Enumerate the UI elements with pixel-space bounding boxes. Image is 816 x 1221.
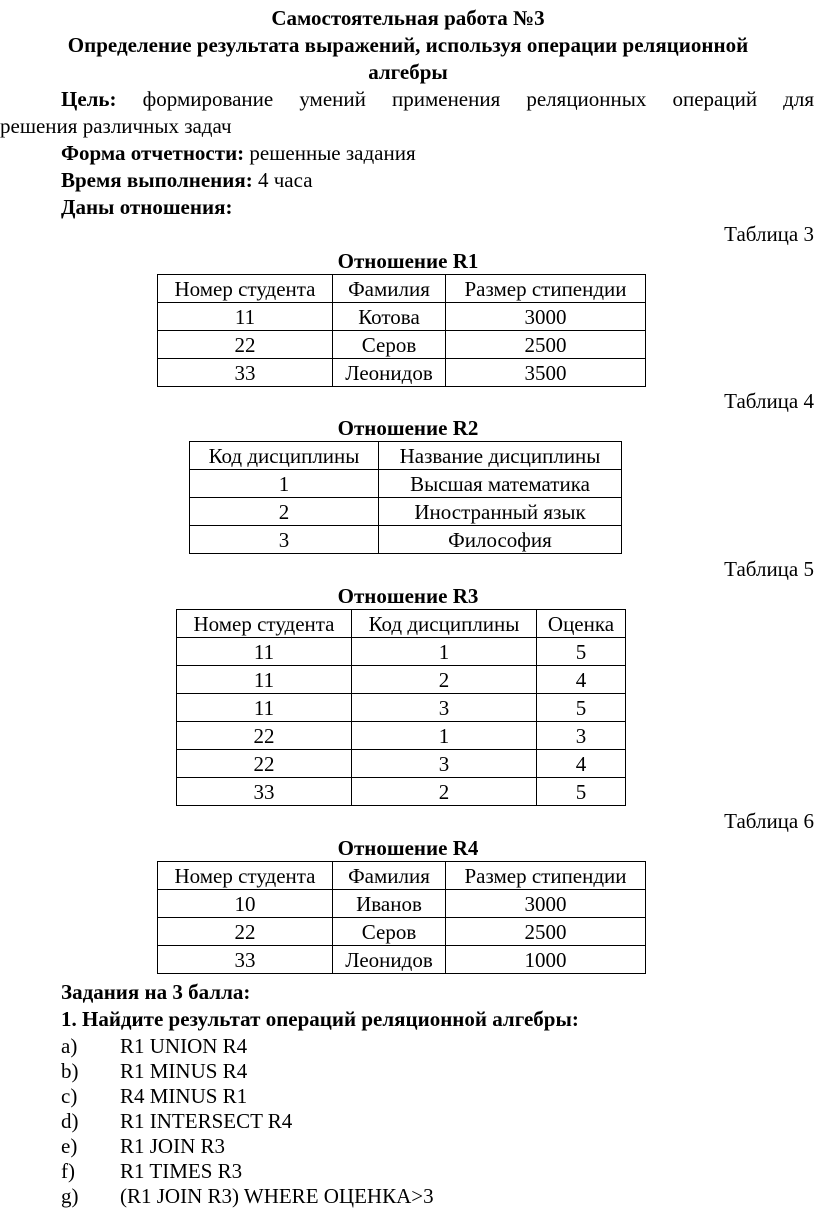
- table-cell: 33: [158, 359, 333, 387]
- list-item-text: R1 INTERSECT R4: [120, 1109, 293, 1133]
- table-cell: 2: [352, 666, 537, 694]
- table-cell: 33: [177, 778, 352, 806]
- table-cell: 1: [352, 722, 537, 750]
- page-subtitle-line1: Определение результата выражений, используя операции реляционной: [67, 33, 749, 57]
- list-item-text: R4 MINUS R1: [120, 1084, 248, 1108]
- table-cell: 22: [158, 918, 333, 946]
- table-cell: 22: [158, 331, 333, 359]
- list-item-letter: c): [61, 1084, 78, 1108]
- table-header-cell: Название дисциплины: [379, 442, 622, 470]
- relation-table-r1: [157, 274, 646, 387]
- table-row: [177, 694, 626, 722]
- table-cell: 11: [177, 694, 352, 722]
- table-cell: 11: [158, 303, 333, 331]
- table-header-cell: Фамилия: [333, 862, 446, 890]
- table-row: [177, 638, 626, 666]
- relation-table-r4: [157, 861, 646, 974]
- page-subtitle-line2: алгебры: [368, 60, 448, 84]
- table-row: [158, 303, 646, 331]
- given-heading: Даны отношения:: [61, 195, 233, 219]
- table-caption: Таблица 3: [724, 222, 814, 246]
- table-caption: Таблица 5: [724, 557, 814, 581]
- table-header-cell: Фамилия: [333, 275, 446, 303]
- table-cell: 2500: [446, 331, 646, 359]
- goal-line1: [61, 86, 814, 112]
- table-cell: 3500: [446, 359, 646, 387]
- time-label: Время выполнения:: [61, 168, 253, 192]
- table-cell: 5: [537, 694, 626, 722]
- table-cell: 4: [537, 666, 626, 694]
- table-header-row: [158, 862, 646, 890]
- table-cell: Серов: [333, 331, 446, 359]
- report-form: [61, 140, 416, 166]
- goal-label: Цель:: [61, 87, 117, 111]
- table-cell: Леонидов: [333, 359, 446, 387]
- table-cell: Котова: [333, 303, 446, 331]
- table-cell: 1000: [446, 946, 646, 974]
- list-item-text: R1 TIMES R3: [120, 1159, 243, 1183]
- table-cell: 22: [177, 750, 352, 778]
- table-header-cell: Размер стипендии: [446, 275, 646, 303]
- relation-table-r3: [176, 609, 626, 806]
- table-row: [177, 778, 626, 806]
- time-text: 4 часа: [258, 168, 313, 192]
- tasks-heading: Задания на 3 балла:: [61, 980, 251, 1004]
- table-title: Отношение R1: [337, 249, 479, 273]
- table-cell: Иностранный язык: [379, 498, 622, 526]
- table-title: Отношение R3: [337, 584, 479, 608]
- table-cell: 2: [190, 498, 379, 526]
- table-cell: 5: [537, 638, 626, 666]
- table-row: [190, 470, 622, 498]
- table-cell: Леонидов: [333, 946, 446, 974]
- list-item-letter: d): [61, 1109, 79, 1133]
- table-header-cell: Код дисциплины: [190, 442, 379, 470]
- table-header-row: [158, 275, 646, 303]
- table-header-row: [177, 610, 626, 638]
- goal-text-line1: формирование умений применения реляционных операций для: [142, 87, 815, 111]
- table-caption: Таблица 4: [724, 389, 814, 413]
- table-cell: 11: [177, 666, 352, 694]
- table-cell: 3000: [446, 303, 646, 331]
- table-cell: 3: [352, 750, 537, 778]
- table-cell: 22: [177, 722, 352, 750]
- table-cell: 33: [158, 946, 333, 974]
- table-cell: 3: [190, 526, 379, 554]
- list-item-letter: e): [61, 1134, 78, 1158]
- table-header-cell: Код дисциплины: [352, 610, 537, 638]
- table-caption: Таблица 6: [724, 809, 814, 833]
- table-title: Отношение R2: [337, 416, 479, 440]
- table-header-row: [190, 442, 622, 470]
- table-cell: 2: [352, 778, 537, 806]
- list-item-letter: a): [61, 1034, 78, 1058]
- report-label: Форма отчетности:: [61, 141, 245, 165]
- table-cell: 5: [537, 778, 626, 806]
- table-row: [190, 498, 622, 526]
- table-row: [177, 666, 626, 694]
- table-row: [190, 526, 622, 554]
- tasks-subheading: 1. Найдите результат операций реляционной алгебры:: [61, 1007, 579, 1031]
- table-header-cell: Номер студента: [177, 610, 352, 638]
- table-cell: Иванов: [333, 890, 446, 918]
- table-cell: Философия: [379, 526, 622, 554]
- table-row: [158, 918, 646, 946]
- table-cell: 3000: [446, 890, 646, 918]
- time-limit: [61, 167, 313, 193]
- table-cell: 1: [352, 638, 537, 666]
- page-title: Самостоятельная работа №3: [271, 6, 545, 30]
- table-cell: Серов: [333, 918, 446, 946]
- table-header-cell: Номер студента: [158, 275, 333, 303]
- table-cell: 3: [352, 694, 537, 722]
- table-row: [177, 722, 626, 750]
- table-row: [158, 359, 646, 387]
- table-row: [158, 946, 646, 974]
- list-item-text: R1 JOIN R3: [120, 1134, 226, 1158]
- list-item-letter: g): [61, 1184, 79, 1208]
- list-item-text: R1 MINUS R4: [120, 1059, 248, 1083]
- table-header-cell: Оценка: [537, 610, 626, 638]
- table-cell: 10: [158, 890, 333, 918]
- table-row: [158, 890, 646, 918]
- report-text: решенные задания: [249, 141, 416, 165]
- goal-line2: решения различных задач: [0, 114, 232, 138]
- table-cell: 2500: [446, 918, 646, 946]
- table-cell: 1: [190, 470, 379, 498]
- table-row: [158, 331, 646, 359]
- table-title: Отношение R4: [337, 836, 479, 860]
- table-cell: 11: [177, 638, 352, 666]
- table-cell: 3: [537, 722, 626, 750]
- list-item-letter: f): [61, 1159, 75, 1183]
- table-cell: Высшая математика: [379, 470, 622, 498]
- list-item-text: R1 UNION R4: [120, 1034, 248, 1058]
- list-item-letter: b): [61, 1059, 79, 1083]
- table-header-cell: Размер стипендии: [446, 862, 646, 890]
- list-item-text: (R1 JOIN R3) WHERE ОЦЕНКА>3: [120, 1184, 434, 1208]
- table-cell: 4: [537, 750, 626, 778]
- table-row: [177, 750, 626, 778]
- table-header-cell: Номер студента: [158, 862, 333, 890]
- relation-table-r2: [189, 441, 622, 554]
